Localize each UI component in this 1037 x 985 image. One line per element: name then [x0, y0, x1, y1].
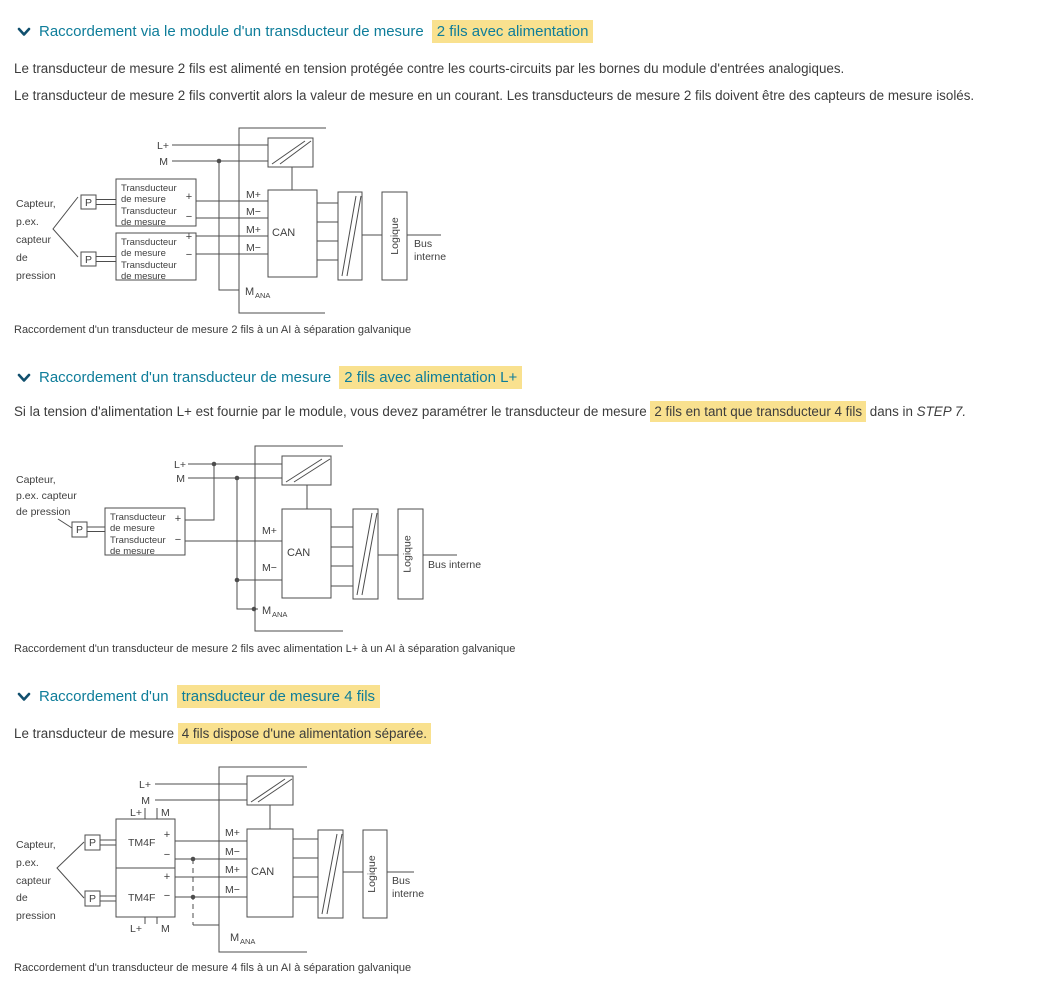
step7-italic-text: STEP 7. [916, 404, 967, 419]
section-heading-2-wire-lplus[interactable] [17, 366, 522, 389]
svg-text:M: M [262, 605, 272, 617]
transducer-box-2 [116, 231, 196, 282]
svg-text:Logique: Logique [366, 855, 378, 893]
svg-text:ANA: ANA [240, 937, 256, 946]
paragraph-text: Le transducteur de mesure 2 fils convertit alors la valeur de mesure en un courant. Les transducteurs de mesure 2 fils doivent être des capteurs de mesure isolés. [14, 88, 975, 103]
svg-text:P: P [84, 197, 93, 209]
heading-text: Raccordement d'un [39, 688, 169, 705]
svg-text:de mesure: de mesure [121, 271, 166, 282]
svg-text:de pression: de pression [16, 506, 71, 518]
adc-box [268, 190, 317, 277]
svg-text:P: P [88, 837, 97, 849]
diagram-2-wire-transducer [0, 118, 470, 322]
svg-text:L+: L+ [130, 807, 142, 819]
svg-text:interne: interne [414, 251, 447, 263]
svg-text:Capteur,: Capteur, [16, 198, 56, 210]
logic-box [343, 830, 424, 918]
signal-wires [196, 189, 270, 300]
svg-text:de mesure: de mesure [121, 194, 166, 205]
svg-text:M−: M− [225, 884, 240, 896]
svg-text:de mesure: de mesure [121, 248, 166, 259]
opto-isolation-box [317, 192, 362, 280]
svg-text:pression: pression [16, 910, 56, 922]
svg-text:P: P [84, 254, 93, 266]
sensor-label [16, 839, 84, 922]
svg-text:L+: L+ [174, 459, 186, 471]
svg-text:p.ex.: p.ex. [16, 216, 39, 228]
svg-text:p.ex. capteur: p.ex. capteur [16, 490, 77, 502]
text-highlight: 4 fils dispose d'une alimentation séparée. [178, 723, 431, 744]
transducer-box [105, 508, 185, 557]
svg-text:de mesure: de mesure [121, 217, 166, 228]
svg-text:+: + [185, 191, 193, 203]
paragraph-text: Le transducteur de mesure [14, 726, 178, 741]
adc-box [247, 829, 293, 917]
chevron-down-icon[interactable] [17, 27, 31, 37]
svg-text:interne: interne [392, 888, 425, 900]
svg-text:CAN: CAN [272, 227, 296, 239]
opto-isolation-box [331, 509, 378, 599]
heading-highlight: 2 fils avec alimentation L+ [339, 366, 522, 389]
svg-text:+: + [174, 513, 182, 525]
svg-text:M+: M+ [262, 525, 277, 537]
supply-lines [139, 779, 247, 807]
power-isolation-box [268, 138, 313, 190]
chevron-down-icon[interactable] [17, 692, 31, 702]
svg-text:Bus: Bus [414, 238, 433, 250]
figure-caption: Raccordement d'un transducteur de mesure 4 fils à un AI à séparation galvanique [14, 962, 412, 974]
heading-text: Raccordement via le module d'un transducteur de mesure [39, 23, 424, 40]
svg-text:−: − [163, 890, 171, 902]
svg-text:M: M [176, 473, 185, 485]
svg-text:Logique: Logique [401, 535, 414, 573]
svg-text:Transducteur: Transducteur [110, 535, 166, 546]
svg-text:TM4F: TM4F [128, 837, 156, 849]
svg-text:M−: M− [225, 846, 240, 858]
svg-text:M: M [159, 156, 168, 168]
svg-text:Transducteur: Transducteur [121, 260, 177, 271]
svg-text:+: + [185, 231, 193, 243]
svg-text:Capteur,: Capteur, [16, 474, 56, 486]
svg-text:M−: M− [262, 562, 277, 574]
svg-text:Bus interne: Bus interne [428, 559, 482, 571]
figure-caption: Raccordement d'un transducteur de mesure 2 fils avec alimentation L+ à un AI à séparation galvanique [14, 643, 516, 655]
paragraph [14, 88, 974, 103]
svg-text:M: M [141, 795, 150, 807]
figure-caption: Raccordement d'un transducteur de mesure 2 fils à un AI à séparation galvanique [14, 324, 412, 336]
svg-text:+: + [163, 871, 171, 883]
svg-text:Transducteur: Transducteur [121, 206, 177, 217]
svg-text:−: − [185, 249, 193, 261]
svg-text:M: M [161, 807, 170, 819]
svg-text:L+: L+ [139, 779, 151, 791]
svg-text:M+: M+ [225, 864, 240, 876]
svg-text:−: − [163, 849, 171, 861]
svg-text:CAN: CAN [287, 547, 311, 559]
diagram-4-wire-transducer [0, 762, 440, 960]
text-highlight: 2 fils en tant que transducteur 4 fils [650, 401, 866, 422]
tm4f-box-1 [116, 807, 175, 868]
pressure-sensor-box [72, 522, 105, 537]
heading-highlight: 2 fils avec alimentation [432, 20, 594, 43]
svg-text:de: de [16, 892, 28, 904]
paragraph [14, 404, 966, 419]
svg-text:M+: M+ [246, 189, 261, 201]
paragraph-text: Si la tension d'alimentation L+ est fournie par le module, vous devez paramétrer le transducteur de mesure [14, 404, 651, 419]
svg-text:M−: M− [246, 242, 261, 254]
sensor-label [16, 197, 78, 282]
svg-text:capteur: capteur [16, 875, 52, 887]
chevron-down-icon[interactable] [17, 373, 31, 383]
svg-text:ANA: ANA [272, 610, 288, 619]
adc-box [282, 509, 331, 598]
svg-text:CAN: CAN [251, 866, 275, 878]
svg-text:Capteur,: Capteur, [16, 839, 56, 851]
svg-text:Transducteur: Transducteur [121, 237, 177, 248]
svg-text:L+: L+ [130, 923, 142, 935]
transducer-box-1 [116, 179, 196, 228]
svg-text:M+: M+ [246, 224, 261, 236]
heading-highlight: transducteur de mesure 4 fils [177, 685, 380, 708]
tm4f-box-2 [116, 868, 175, 935]
paragraph-text: dans in [866, 404, 917, 419]
heading-text: Raccordement d'un transducteur de mesure [39, 369, 332, 386]
svg-text:de mesure: de mesure [110, 523, 155, 534]
signal-wires [175, 827, 255, 946]
svg-text:P: P [75, 524, 84, 536]
pressure-sensor-boxes [81, 195, 116, 266]
svg-text:Bus: Bus [392, 875, 411, 887]
svg-text:−: − [174, 534, 182, 546]
pressure-sensor-boxes [85, 835, 116, 906]
section-heading-4-wire[interactable] [17, 685, 380, 708]
svg-text:de: de [16, 252, 28, 264]
svg-text:Transducteur: Transducteur [121, 183, 177, 194]
svg-text:pression: pression [16, 270, 56, 282]
svg-text:+: + [163, 829, 171, 841]
diagram-2-wire-lplus [0, 443, 520, 643]
svg-text:L+: L+ [157, 140, 169, 152]
section-heading-2-wire[interactable] [17, 20, 593, 43]
svg-text:de mesure: de mesure [110, 546, 155, 557]
svg-text:ANA: ANA [255, 291, 271, 300]
paragraph [14, 726, 431, 741]
sensor-label [16, 474, 77, 528]
svg-text:−: − [185, 211, 193, 223]
svg-text:TM4F: TM4F [128, 892, 156, 904]
svg-text:P: P [88, 893, 97, 905]
svg-text:M: M [245, 286, 255, 298]
paragraph-text: Le transducteur de mesure 2 fils est alimenté en tension protégée contre les courts-circuits par les bornes du module d'entrées analogiques. [14, 61, 845, 76]
signal-wires [185, 525, 287, 619]
logic-box [378, 509, 481, 599]
paragraph [14, 61, 844, 76]
power-isolation-box [247, 776, 293, 829]
svg-text:p.ex.: p.ex. [16, 857, 39, 869]
svg-text:Logique: Logique [389, 217, 401, 255]
svg-text:M+: M+ [225, 827, 240, 839]
svg-text:Transducteur: Transducteur [110, 512, 166, 523]
svg-text:capteur: capteur [16, 234, 52, 246]
svg-text:M−: M− [246, 206, 261, 218]
power-isolation-box [282, 456, 331, 509]
svg-text:M: M [230, 932, 240, 944]
opto-isolation-box [293, 830, 343, 918]
svg-text:M: M [161, 923, 170, 935]
logic-box [362, 192, 446, 280]
